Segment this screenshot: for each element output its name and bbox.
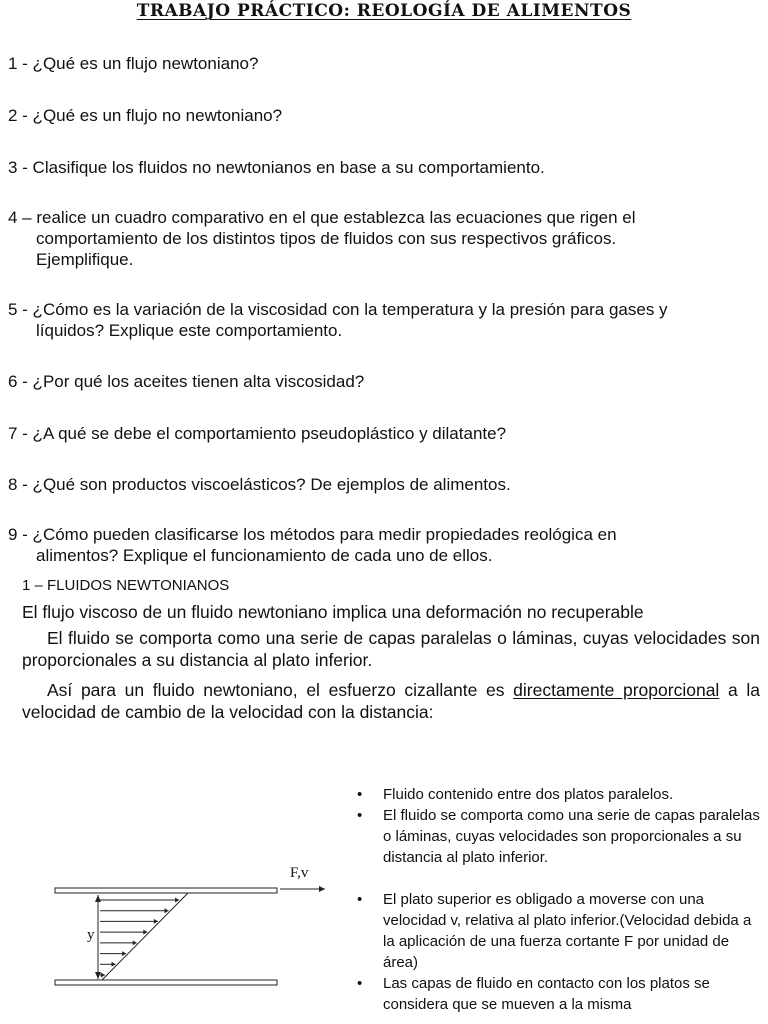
velocity-arrowhead [164,908,168,913]
question-line: alimentos? Explique el funcionamiento de cada uno de ellos. [36,546,493,565]
bullet-item [355,805,765,868]
question-line: 7 - ¿A qué se debe el comportamiento pseudoplástico y dilatante? [8,424,507,443]
upper-plate [55,888,277,893]
lower-plate [55,980,277,985]
force-arrowhead [319,886,325,892]
question-2 [8,105,760,126]
question-line: 3 - Clasifique los fluidos no newtonianos en base a su comportamiento. [8,158,545,177]
velocity-arrows [100,898,179,978]
question-line: comportamiento de los distintos tipos de fluidos con sus respectivos gráficos. [36,229,617,248]
parallel-plates-diagram [40,850,330,990]
bullet-text: El fluido se comporta como una serie de capas paralelas o láminas, cuyas velocidades son proporcionales a su distancia al plato inferior. [383,807,760,866]
question-line: 4 – realice un cuadro comparativo en el que establezca las ecuaciones que rigen el [8,208,636,227]
paragraph-3-text-end: a la velocidad de cambio de la velocidad con la distancia: [22,680,760,722]
bullet-item [355,889,765,973]
velocity-arrowhead [175,898,179,903]
paragraph-1: El flujo viscoso de un fluido newtoniano implica una deformación no recuperable [22,602,644,622]
y-label: y [87,927,95,943]
bullet-dot: • [357,807,363,824]
bullet-text: Las capas de fluido en contacto con los platos se considera que se mueven a la misma [383,975,710,1013]
question-7 [8,423,760,444]
document-title: TRABAJO PRÁCTICO: REOLOGÍA DE ALIMENTOS [136,1,632,21]
bullet-text: Fluido contenido entre dos platos paralelos. [383,786,674,803]
question-5 [8,299,760,341]
question-line: líquidos? Explique este comportamiento. [36,321,343,340]
underlined-phrase: directamente proporcional [513,680,720,700]
velocity-arrowhead [143,930,147,935]
question-line: 9 - ¿Cómo pueden clasificarse los métodos para medir propiedades reológica en [8,525,617,544]
bullet-item [355,784,765,805]
velocity-arrowhead [122,951,126,956]
velocity-arrowhead [112,962,116,967]
paragraph-3 [22,679,760,723]
velocity-profile-line [102,893,188,980]
question-6 [8,371,760,392]
bullet-list [355,784,765,1015]
question-line: 5 - ¿Cómo es la variación de la viscosidad con la temperatura y la presión para gases y [8,300,668,319]
bullet-dot: • [357,786,363,803]
question-line: 6 - ¿Por qué los aceites tienen alta viscosidad? [8,372,365,391]
velocity-arrowhead [133,940,137,945]
force-label: F,v [290,865,309,881]
bullet-dot: • [357,975,363,992]
bullet-gap [355,868,765,889]
question-8 [8,474,760,495]
bullet-text: El plato superior es obligado a moverse con una velocidad v, relativa al plato inferior.(Velocidad debida a la aplicación de una fuerza cortante F por unidad de área) [383,891,752,971]
question-1 [8,53,760,74]
question-line: 8 - ¿Qué son productos viscoelásticos? De ejemplos de alimentos. [8,475,511,494]
paragraph-2: El fluido se comporta como una serie de capas paralelas o láminas, cuyas velocidades son proporcionales a su distancia al plato inferior. [22,628,760,670]
velocity-arrowhead [154,919,158,924]
question-line: 1 - ¿Qué es un flujo newtoniano? [8,54,259,73]
question-line: Ejemplifique. [36,250,134,269]
y-axis-arrowhead-top [95,895,101,902]
question-9 [8,524,760,566]
question-4 [8,207,760,270]
question-line: 2 - ¿Qué es un flujo no newtoniano? [8,106,283,125]
bullet-item [355,973,765,1015]
section-heading: 1 – FLUIDOS NEWTONIANOS [22,577,230,594]
velocity-arrowhead [101,973,105,978]
question-3 [8,157,760,178]
paragraph-3-text: Así para un fluido newtoniano, el esfuerzo cizallante es [47,680,514,700]
bullet-dot: • [357,891,363,908]
